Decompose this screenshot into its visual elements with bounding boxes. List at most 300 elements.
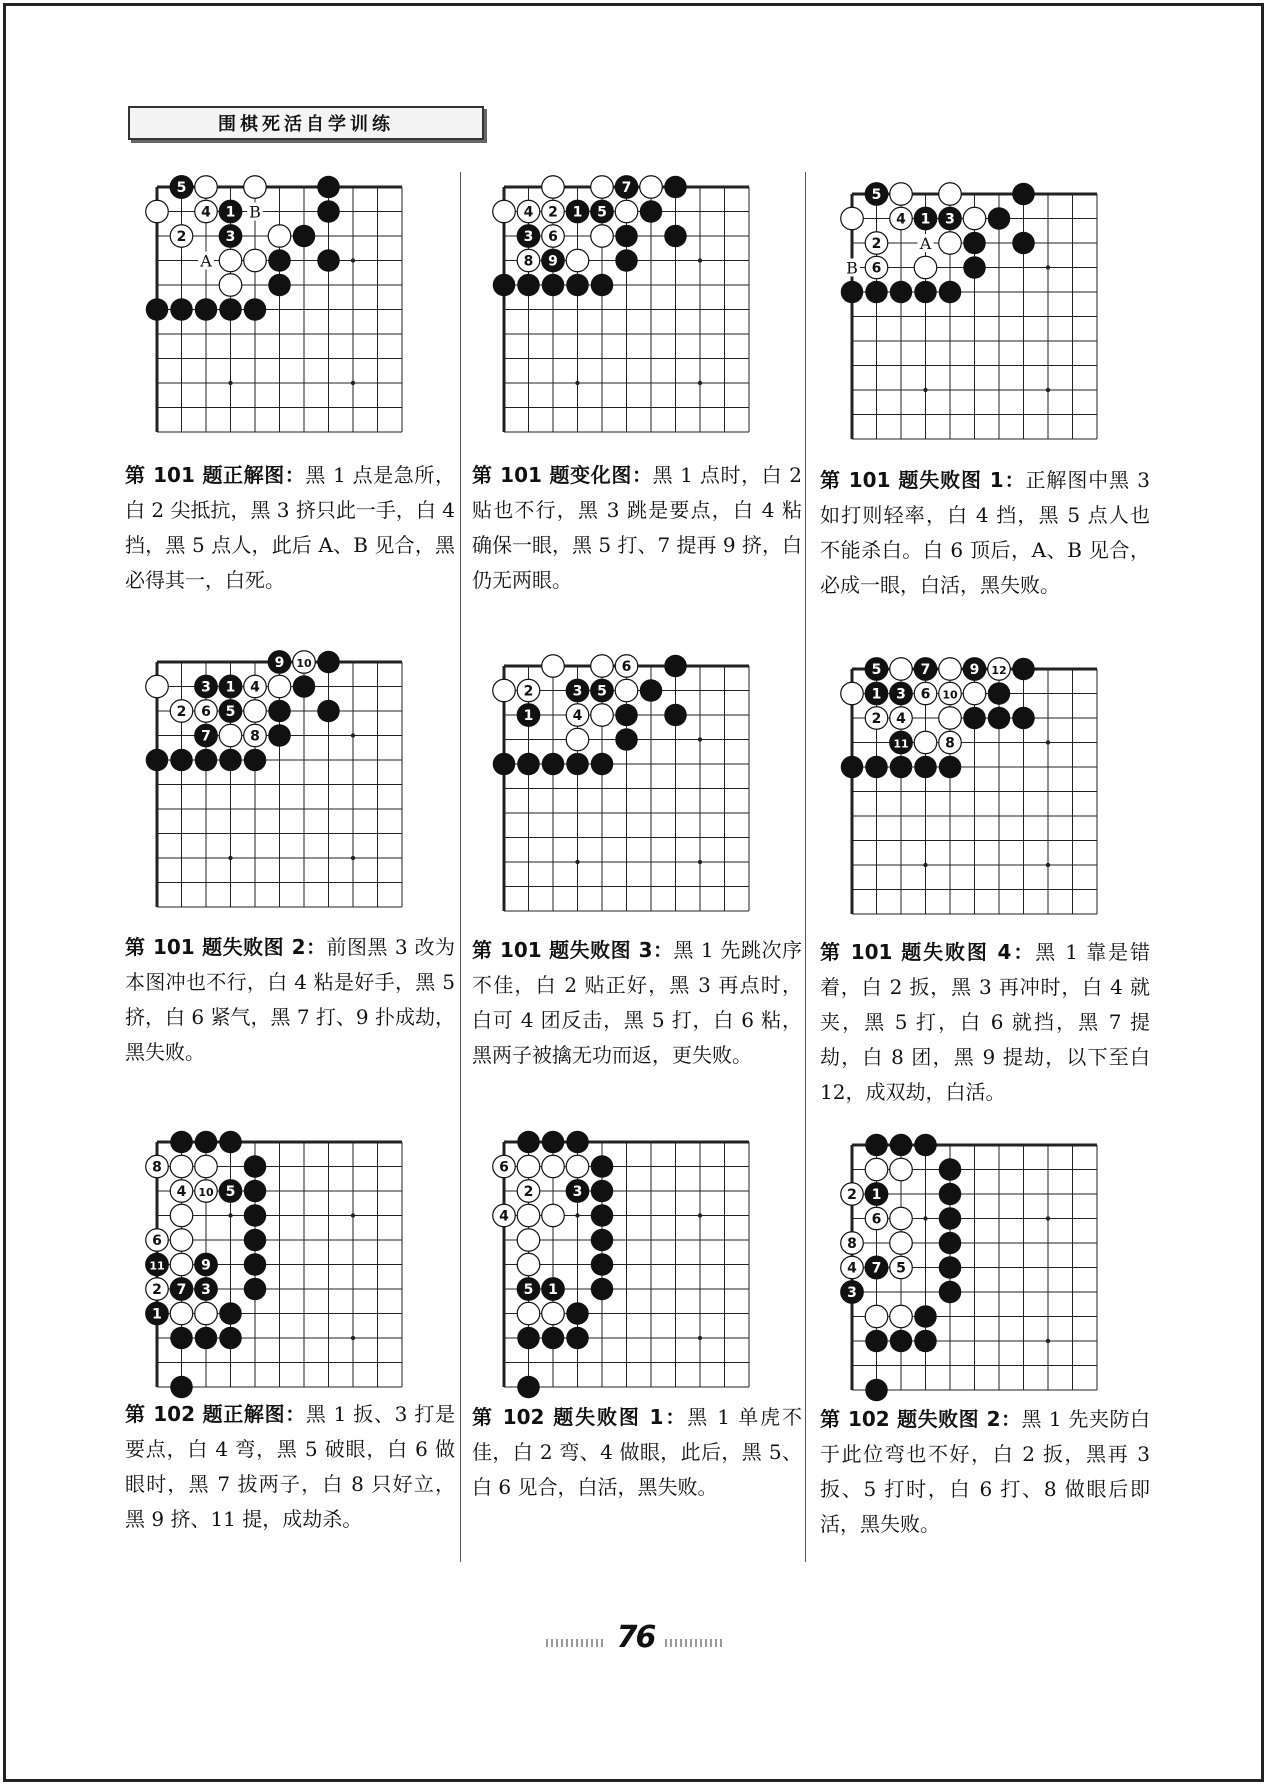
- black-stone: [591, 1155, 614, 1178]
- black-stone: [517, 1376, 540, 1399]
- move-number: 4: [176, 1184, 187, 1200]
- black-stone: [293, 225, 316, 248]
- move-number: 2: [176, 704, 187, 720]
- black-stone: [493, 753, 516, 776]
- black-stone: [195, 298, 218, 321]
- move-number: 11: [149, 1259, 165, 1273]
- move-number: 4: [499, 1208, 509, 1225]
- move-number: 8: [847, 1236, 857, 1252]
- move-number: 5: [896, 1260, 906, 1277]
- move-number: 5: [523, 1282, 534, 1298]
- go-board: [155, 655, 404, 909]
- move-number: 9: [201, 1257, 211, 1274]
- black-stone: [493, 274, 516, 297]
- point-label: A: [919, 234, 932, 253]
- black-stone: [566, 753, 589, 776]
- move-number: 5: [597, 683, 607, 700]
- black-stone: [1012, 707, 1035, 730]
- black-stone: [865, 1379, 888, 1402]
- move-number: 5: [225, 704, 236, 720]
- black-stone: [914, 1330, 937, 1353]
- star-point: [575, 860, 579, 864]
- point-label: B: [846, 258, 858, 278]
- white-stone: [244, 700, 267, 723]
- star-point: [228, 381, 232, 385]
- caption-3: [820, 463, 1150, 603]
- black-stone: [591, 1229, 614, 1252]
- star-point: [351, 1213, 355, 1217]
- white-stone: [914, 256, 937, 279]
- white-stone: [493, 200, 516, 223]
- move-number: 9: [969, 662, 980, 678]
- white-stone: [939, 183, 962, 206]
- white-stone: [640, 176, 663, 199]
- black-stone: [317, 200, 340, 223]
- black-stone: [244, 1180, 267, 1203]
- move-number: 6: [201, 704, 211, 720]
- go-diagram-5: [502, 659, 751, 913]
- black-stone: [914, 281, 937, 304]
- white-stone: [542, 1302, 565, 1325]
- move-number: 10: [296, 657, 312, 670]
- white-stone: [865, 1305, 888, 1328]
- move-number: 5: [225, 1184, 236, 1200]
- caption-text: 黑 1 先夹防白于此位弯也不好，白 2 扳，黑再 3 扳、5 打时，白 6 打、8 做眼后即活，黑失败。: [820, 1407, 1150, 1536]
- caption-title: 第 102 题失败图 1：: [472, 1405, 688, 1429]
- book-header: 围棋死活自学训练: [128, 106, 484, 140]
- black-stone: [219, 1131, 242, 1154]
- go-diagram-1: [155, 180, 404, 434]
- column-divider-2: [805, 172, 806, 1562]
- caption-title: 第 101 题正解图：: [125, 463, 306, 487]
- black-stone: [317, 249, 340, 272]
- white-stone: [493, 679, 516, 702]
- black-stone: [268, 724, 291, 747]
- white-stone: [517, 1204, 540, 1227]
- white-stone: [517, 1253, 540, 1276]
- black-stone: [615, 728, 638, 751]
- black-stone: [244, 749, 267, 772]
- white-stone: [542, 1155, 565, 1178]
- caption-6: [820, 935, 1150, 1110]
- star-point: [698, 860, 702, 864]
- point-label: B: [249, 202, 261, 222]
- star-point: [923, 388, 927, 392]
- black-stone: [566, 274, 589, 297]
- move-number: 11: [893, 737, 909, 751]
- caption-1: [125, 458, 455, 598]
- caption-text: 正解图中黑 3 如打则轻率，白 4 挡，黑 5 点人也不能杀白。白 6 顶后，A、B 见合，必成一眼，白活，黑失败。: [820, 468, 1150, 597]
- caption-text: 前图黑 3 改为本图冲也不行，白 4 粘是好手，黑 5 挤，白 6 紧气，黑 7 打、9 扑成劫，黑失败。: [125, 935, 455, 1064]
- caption-2: [472, 458, 802, 598]
- star-point: [351, 1336, 355, 1340]
- black-stone: [170, 1131, 193, 1154]
- white-stone: [865, 1158, 888, 1181]
- caption-title: 第 101 题失败图 4：: [820, 940, 1036, 964]
- white-stone: [890, 183, 913, 206]
- move-number: 3: [572, 683, 583, 700]
- black-stone: [1012, 232, 1035, 255]
- black-stone: [244, 1278, 267, 1301]
- white-stone: [542, 1204, 565, 1227]
- white-stone: [146, 675, 169, 698]
- move-number: 2: [871, 711, 882, 727]
- column-divider-1: [460, 172, 461, 1562]
- black-stone: [890, 281, 913, 304]
- move-number: 1: [871, 686, 882, 703]
- white-stone: [517, 1155, 540, 1178]
- black-stone: [615, 704, 638, 727]
- move-number: 6: [499, 1159, 509, 1176]
- white-stone: [170, 1155, 193, 1178]
- black-stone: [939, 756, 962, 779]
- move-number: 3: [896, 686, 906, 703]
- black-stone: [615, 249, 638, 272]
- white-stone: [615, 200, 638, 223]
- move-number: 3: [201, 1282, 211, 1298]
- white-stone: [517, 1229, 540, 1252]
- caption-7: [125, 1397, 455, 1537]
- move-number: 3: [945, 211, 955, 228]
- go-diagram-6: [850, 662, 1099, 916]
- star-point: [923, 1216, 927, 1220]
- star-point: [228, 1213, 232, 1217]
- move-number: 3: [572, 1184, 583, 1200]
- white-stone: [195, 1302, 218, 1325]
- white-stone: [268, 675, 291, 698]
- caption-text: 黑 1 点时，白 2 贴也不行，黑 3 跳是要点，白 4 粘确保一眼，黑 5 打、7 提再 9 挤，白仍无两眼。: [472, 463, 802, 592]
- star-point: [1046, 1339, 1050, 1343]
- white-stone: [170, 1302, 193, 1325]
- black-stone: [244, 1229, 267, 1252]
- move-number: 3: [847, 1285, 857, 1301]
- caption-title: 第 101 题失败图 1：: [820, 468, 1026, 492]
- move-number: 4: [201, 204, 211, 221]
- move-number: 5: [597, 204, 607, 221]
- move-number: 6: [548, 229, 558, 245]
- move-number: 10: [942, 688, 958, 702]
- black-stone: [195, 1327, 218, 1350]
- black-stone: [664, 655, 687, 678]
- white-stone: [841, 207, 864, 230]
- white-stone: [219, 274, 242, 297]
- white-stone: [615, 679, 638, 702]
- move-number: 7: [871, 1260, 882, 1277]
- move-number: 7: [621, 180, 632, 196]
- black-stone: [890, 1134, 913, 1157]
- black-stone: [195, 1131, 218, 1154]
- white-stone: [170, 1229, 193, 1252]
- white-stone: [517, 1302, 540, 1325]
- black-stone: [939, 1281, 962, 1304]
- white-stone: [195, 1155, 218, 1178]
- black-stone: [244, 1253, 267, 1276]
- black-stone: [939, 1183, 962, 1206]
- white-stone: [890, 1305, 913, 1328]
- black-stone: [219, 749, 242, 772]
- move-number: 10: [198, 1186, 214, 1199]
- white-stone: [219, 724, 242, 747]
- go-board: [149, 1140, 404, 1389]
- star-point: [1046, 388, 1050, 392]
- black-stone: [939, 281, 962, 304]
- black-stone: [268, 700, 291, 723]
- black-stone: [914, 756, 937, 779]
- move-number: 8: [250, 728, 260, 745]
- black-stone: [1012, 183, 1035, 206]
- star-point: [351, 733, 355, 737]
- star-point: [698, 737, 702, 741]
- white-stone: [542, 176, 565, 199]
- white-stone: [268, 225, 291, 248]
- black-stone: [219, 1327, 242, 1350]
- white-stone: [219, 249, 242, 272]
- white-stone: [841, 682, 864, 705]
- black-stone: [988, 707, 1011, 730]
- black-stone: [268, 274, 291, 297]
- caption-text: 黑 1 单虎不佳，白 2 弯、4 做眼，此后，黑 5、白 6 见合，白活，黑失败。: [472, 1405, 802, 1499]
- move-number: 5: [871, 662, 882, 678]
- black-stone: [317, 176, 340, 199]
- white-stone: [939, 232, 962, 255]
- black-stone: [542, 274, 565, 297]
- star-point: [575, 381, 579, 385]
- go-board: [847, 1143, 1099, 1392]
- white-stone: [914, 731, 937, 754]
- black-stone: [939, 1158, 962, 1181]
- black-stone: [219, 1302, 242, 1325]
- white-stone: [566, 1155, 589, 1178]
- black-stone: [195, 749, 218, 772]
- black-stone: [939, 1256, 962, 1279]
- move-number: 12: [991, 664, 1007, 677]
- star-point: [698, 381, 702, 385]
- black-stone: [170, 1327, 193, 1350]
- black-stone: [591, 753, 614, 776]
- black-stone: [317, 700, 340, 723]
- black-stone: [664, 176, 687, 199]
- white-stone: [890, 1232, 913, 1255]
- black-stone: [170, 749, 193, 772]
- black-stone: [591, 1180, 614, 1203]
- black-stone: [517, 1131, 540, 1154]
- black-stone: [170, 1376, 193, 1399]
- black-stone: [591, 1253, 614, 1276]
- go-board: [850, 662, 1099, 916]
- star-point: [923, 863, 927, 867]
- move-number: 9: [548, 253, 558, 270]
- white-stone: [566, 728, 589, 751]
- white-stone: [170, 1204, 193, 1227]
- move-number: 1: [225, 679, 236, 696]
- black-stone: [615, 225, 638, 248]
- white-stone: [939, 707, 962, 730]
- star-point: [1046, 1216, 1050, 1220]
- black-stone: [146, 298, 169, 321]
- move-number: 2: [847, 1187, 857, 1203]
- black-stone: [865, 756, 888, 779]
- move-number: 1: [523, 708, 534, 724]
- black-stone: [963, 256, 986, 279]
- move-number: 1: [225, 204, 236, 221]
- go-board: [846, 187, 1099, 441]
- black-stone: [517, 753, 540, 776]
- move-number: 1: [572, 204, 583, 221]
- black-stone: [219, 298, 242, 321]
- move-number: 3: [201, 679, 211, 696]
- white-stone: [963, 207, 986, 230]
- white-stone: [542, 655, 565, 678]
- move-number: 5: [176, 180, 187, 196]
- black-stone: [841, 281, 864, 304]
- black-stone: [1012, 658, 1035, 681]
- black-stone: [640, 200, 663, 223]
- black-stone: [963, 232, 986, 255]
- move-number: 7: [920, 662, 931, 678]
- white-stone: [963, 682, 986, 705]
- footer-ornament-right: [665, 1639, 725, 1647]
- caption-title: 第 101 题失败图 3：: [472, 938, 674, 962]
- page-footer: [0, 1620, 1271, 1655]
- caption-title: 第 102 题正解图：: [125, 1402, 306, 1426]
- caption-text: 黑 1 点是急所，白 2 尖抵抗，黑 3 挤只此一手，白 4 挡，黑 5 点人，此后 A、B 见合，黑必得其一，白死。: [125, 463, 455, 592]
- white-stone: [890, 1207, 913, 1230]
- move-number: 1: [920, 211, 931, 228]
- black-stone: [914, 1305, 937, 1328]
- move-number: 6: [920, 686, 931, 703]
- white-stone: [146, 200, 169, 223]
- go-diagram-2: [502, 180, 751, 434]
- white-stone: [591, 176, 614, 199]
- move-number: 3: [225, 229, 236, 245]
- move-number: 4: [572, 708, 583, 724]
- white-stone: [195, 176, 218, 199]
- black-stone: [566, 1327, 589, 1350]
- move-number: 2: [176, 229, 187, 245]
- caption-8: [472, 1400, 802, 1505]
- white-stone: [244, 176, 267, 199]
- black-stone: [542, 1327, 565, 1350]
- move-number: 2: [871, 236, 882, 252]
- star-point: [351, 258, 355, 262]
- black-stone: [865, 281, 888, 304]
- move-number: 6: [621, 659, 632, 675]
- black-stone: [865, 1330, 888, 1353]
- go-diagram-9: [847, 1143, 1099, 1392]
- black-stone: [963, 707, 986, 730]
- move-number: 2: [523, 683, 534, 700]
- white-stone: [566, 249, 589, 272]
- white-stone: [939, 658, 962, 681]
- star-point: [1046, 740, 1050, 744]
- move-number: 7: [201, 728, 211, 745]
- move-number: 4: [896, 211, 906, 228]
- move-number: 8: [523, 253, 534, 270]
- black-stone: [865, 1134, 888, 1157]
- black-stone: [988, 207, 1011, 230]
- black-stone: [664, 225, 687, 248]
- move-number: 6: [152, 1233, 162, 1249]
- caption-text: 黑 1 先跳次序不佳，白 2 贴正好，黑 3 再点时，白可 4 团反击，黑 5 打，白 6 粘，黑两子被擒无功而返，更失败。: [472, 938, 802, 1067]
- black-stone: [566, 1131, 589, 1154]
- caption-4: [125, 930, 455, 1070]
- black-stone: [914, 1134, 937, 1157]
- move-number: 4: [896, 711, 906, 727]
- white-stone: [244, 249, 267, 272]
- move-number: 4: [250, 679, 260, 696]
- move-number: 9: [274, 655, 285, 671]
- white-stone: [890, 658, 913, 681]
- move-number: 1: [548, 1282, 558, 1298]
- go-diagram-4: [155, 655, 404, 909]
- black-stone: [244, 1155, 267, 1178]
- star-point: [698, 1336, 702, 1340]
- move-number: 5: [871, 187, 882, 203]
- page-number: 76: [616, 1620, 655, 1655]
- move-number: 8: [945, 735, 955, 752]
- move-number: 4: [523, 204, 534, 221]
- point-label: A: [200, 251, 212, 271]
- black-stone: [890, 756, 913, 779]
- star-point: [1046, 863, 1050, 867]
- black-stone: [591, 1204, 614, 1227]
- move-number: 2: [548, 204, 558, 221]
- move-number: 8: [152, 1159, 162, 1176]
- go-diagram-8: [499, 1140, 751, 1389]
- star-point: [351, 381, 355, 385]
- go-diagram-7: [149, 1140, 404, 1389]
- black-stone: [268, 249, 291, 272]
- black-stone: [317, 651, 340, 674]
- go-board: [502, 659, 751, 913]
- black-stone: [517, 1327, 540, 1350]
- footer-ornament-left: [546, 1639, 606, 1647]
- go-board: [155, 180, 404, 434]
- caption-9: [820, 1402, 1150, 1542]
- move-number: 1: [152, 1306, 162, 1323]
- black-stone: [841, 756, 864, 779]
- caption-text: 黑 1 扳、3 打是要点，白 4 弯，黑 5 破眼，白 6 做眼时，黑 7 拔两子，白 8 只好立，黑 9 挤、11 提，成劫杀。: [125, 1402, 455, 1531]
- star-point: [698, 258, 702, 262]
- black-stone: [988, 682, 1011, 705]
- star-point: [1046, 265, 1050, 269]
- black-stone: [591, 1278, 614, 1301]
- white-stone: [591, 225, 614, 248]
- caption-title: 第 102 题失败图 2：: [820, 1407, 1022, 1431]
- white-stone: [890, 1158, 913, 1181]
- go-board: [499, 1140, 751, 1389]
- caption-5: [472, 933, 802, 1073]
- white-stone: [591, 655, 614, 678]
- black-stone: [939, 1232, 962, 1255]
- move-number: 2: [152, 1282, 162, 1298]
- black-stone: [244, 298, 267, 321]
- star-point: [228, 856, 232, 860]
- white-stone: [591, 704, 614, 727]
- move-number: 6: [871, 260, 882, 277]
- black-stone: [591, 274, 614, 297]
- go-diagram-3: [846, 187, 1099, 441]
- star-point: [575, 1213, 579, 1217]
- move-number: 3: [523, 229, 534, 245]
- black-stone: [664, 704, 687, 727]
- black-stone: [542, 753, 565, 776]
- white-stone: [170, 1253, 193, 1276]
- black-stone: [244, 1204, 267, 1227]
- move-number: 7: [176, 1282, 187, 1298]
- black-stone: [293, 675, 316, 698]
- black-stone: [939, 1207, 962, 1230]
